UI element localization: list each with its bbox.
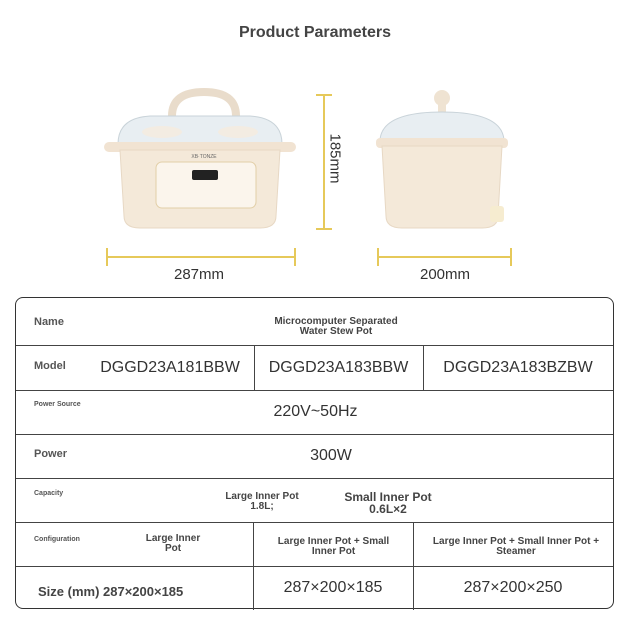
depth-label: 200mm: [420, 266, 471, 283]
svg-text:XB·TONZE: XB·TONZE: [191, 154, 217, 160]
height-label: 185mm: [326, 133, 344, 184]
configuration-label: Configuration: [34, 536, 80, 543]
width-dimension-line: [106, 256, 296, 258]
capacity-small: Small Inner Pot 0.6L×2: [344, 490, 432, 516]
capacity-large: Large Inner Pot 1.8L;: [225, 491, 299, 512]
power-value: 300W: [310, 447, 352, 464]
power-source-label: Power Source: [34, 401, 81, 408]
name-label: Name: [34, 316, 64, 328]
width-label: 287mm: [174, 266, 225, 283]
model-cell-3: DGGD23A183BZBW: [443, 358, 593, 376]
power-label: Power: [34, 448, 68, 460]
config-cell-2: Large Inner Pot + Small Inner Pot: [277, 536, 390, 557]
height-dimension-line: [323, 95, 325, 229]
name-value: Microcomputer Separated Water Stew Pot: [274, 316, 398, 337]
size-cell-2: 287×200×185: [283, 579, 383, 596]
model-cell-1: DGGD23A181BBW: [100, 358, 240, 376]
size-cell-3: 287×200×250: [463, 579, 563, 596]
model-label: Model: [34, 360, 66, 372]
depth-dimension-line: [377, 256, 512, 258]
capacity-label: Capacity: [34, 490, 64, 497]
size-label: Size (mm) 287×200×185: [38, 584, 184, 599]
config-cell-1: Large Inner Pot: [145, 533, 201, 554]
power-source-value: 220V~50Hz: [273, 403, 358, 420]
parameter-table: [15, 297, 614, 609]
product-front-view: [100, 88, 300, 238]
config-cell-3: Large Inner Pot + Small Inner Pot + Steamer: [432, 536, 600, 557]
product-side-view: [372, 88, 517, 238]
model-cell-2: DGGD23A183BBW: [268, 358, 409, 376]
page-title: Product Parameters: [238, 24, 392, 41]
